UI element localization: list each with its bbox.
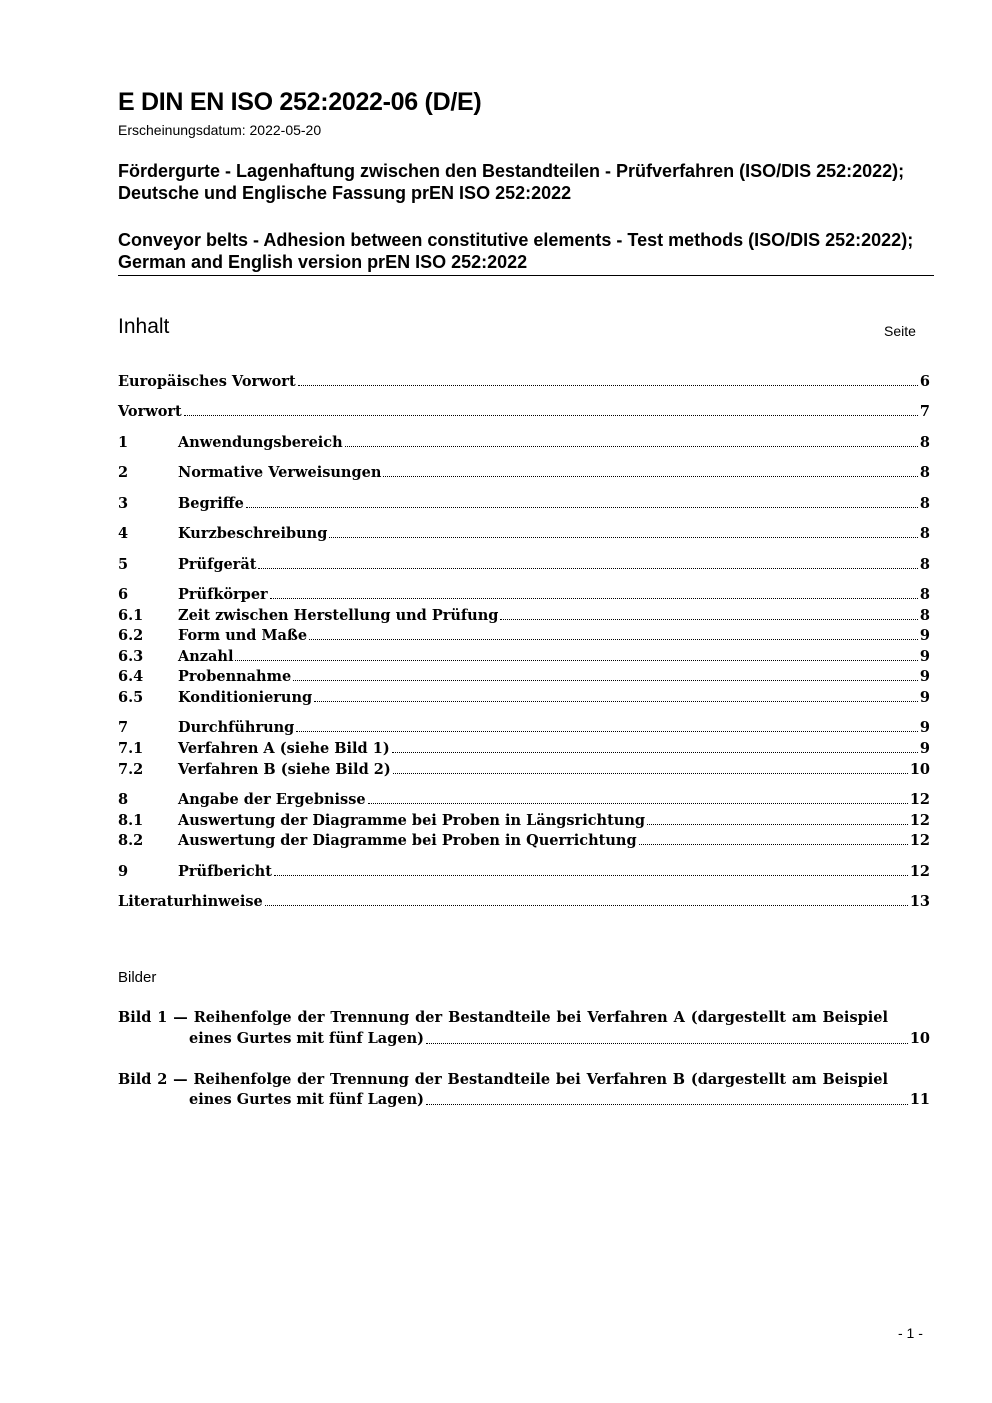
toc-dot-leader	[314, 701, 918, 702]
toc-entry-title: Prüfbericht	[178, 863, 272, 880]
toc-dot-leader	[345, 446, 918, 447]
toc-entry-number: 8.1	[118, 812, 144, 829]
toc-entry[interactable]	[118, 463, 930, 482]
toc-entry-page: 12	[909, 832, 930, 849]
toc-dot-leader	[368, 803, 908, 804]
toc-entry-number: 8.2	[118, 832, 144, 849]
toc-entry-page: 12	[909, 812, 930, 829]
toc-entry-page: 8	[919, 556, 930, 573]
toc-dot-leader	[309, 639, 918, 640]
toc-dot-leader	[265, 905, 908, 906]
toc-entry[interactable]	[118, 831, 930, 850]
toc-dot-leader	[258, 568, 917, 569]
figure-caption-line: Bild 2 — Reihenfolge der Trennung der Bestandteile bei Verfahren B (dargestellt am Beispiel	[118, 1071, 888, 1088]
toc-entry[interactable]	[118, 647, 930, 666]
toc-entry-title: Durchführung	[178, 719, 295, 736]
figure-entry-page: 10	[909, 1030, 930, 1047]
toc-entry-page: 12	[909, 791, 930, 808]
toc-entry-number: 6.4	[118, 668, 144, 685]
toc-entry-title: Zeit zwischen Herstellung und Prüfung	[178, 607, 499, 624]
toc-entry-page: 8	[919, 525, 930, 542]
title-english: Conveyor belts - Adhesion between constitutive elements - Test methods (ISO/DIS 252:2022); German and English version prEN ISO 252:2022	[118, 230, 914, 272]
toc-entry-title: Anzahl	[178, 648, 234, 665]
toc-entry-title: Vorwort	[118, 403, 182, 420]
toc-dot-leader	[184, 415, 918, 416]
publication-date: Erscheinungsdatum: 2022-05-20	[118, 122, 322, 138]
toc-dot-leader	[383, 476, 918, 477]
toc-entry[interactable]	[118, 585, 930, 604]
toc-entry-number: 9	[118, 863, 129, 880]
toc-entry[interactable]	[118, 433, 930, 452]
toc-entry-number: 5	[118, 556, 129, 573]
toc-entry-title: Verfahren A (siehe Bild 1)	[178, 740, 390, 757]
document-code: E DIN EN ISO 252:2022-06 (D/E)	[118, 88, 482, 116]
toc-entry-number: 6.5	[118, 689, 144, 706]
toc-entry-number: 6.3	[118, 648, 144, 665]
toc-entry-title: Literaturhinweise	[118, 893, 263, 910]
toc-entry-page: 6	[919, 373, 930, 390]
toc-entry-page: 8	[919, 607, 930, 624]
toc-dot-leader	[393, 773, 908, 774]
toc-entry[interactable]	[118, 606, 930, 625]
toc-entry-title: Europäisches Vorwort	[118, 373, 296, 390]
toc-dot-leader	[235, 660, 917, 661]
toc-entry-page: 13	[909, 893, 930, 910]
toc-heading: Inhalt	[118, 315, 170, 338]
toc-entry-page: 9	[919, 648, 930, 665]
figure-entry-page: 11	[909, 1091, 930, 1108]
toc-entry-number: 6.1	[118, 607, 144, 624]
toc-entry-page: 9	[919, 719, 930, 736]
header-divider	[118, 275, 934, 276]
toc-dot-leader	[329, 537, 918, 538]
figure-entry-caption[interactable]	[118, 1008, 898, 1028]
figure-caption-line: Bild 1 — Reihenfolge der Trennung der Bestandteile bei Verfahren A (dargestellt am Beispiel	[118, 1009, 888, 1026]
toc-page-column-label: Seite	[884, 323, 916, 339]
toc-entry-page: 9	[919, 668, 930, 685]
toc-entry-page: 9	[919, 689, 930, 706]
toc-entry-title: Auswertung der Diagramme bei Proben in Längsrichtung	[178, 812, 645, 829]
toc-entry[interactable]	[118, 626, 930, 645]
toc-entry-number: 8	[118, 791, 129, 808]
toc-entry-title: Verfahren B (siehe Bild 2)	[178, 761, 391, 778]
toc-dot-leader	[298, 385, 918, 386]
toc-entry-number: 1	[118, 434, 129, 451]
toc-entry-page: 7	[919, 403, 930, 420]
figure-entry-caption[interactable]	[118, 1070, 898, 1090]
toc-entry[interactable]	[118, 760, 930, 779]
toc-entry[interactable]	[118, 718, 930, 737]
toc-entry-number: 6.2	[118, 627, 144, 644]
toc-entry-title: Form und Maße	[178, 627, 308, 644]
toc-entry[interactable]	[118, 811, 930, 830]
toc-entry[interactable]	[118, 862, 930, 881]
toc-dot-leader	[274, 875, 908, 876]
toc-dot-leader	[270, 598, 918, 599]
toc-dot-leader	[639, 844, 908, 845]
figure-caption-line: eines Gurtes mit fünf Lagen)	[189, 1091, 424, 1108]
toc-entry-title: Konditionierung	[178, 689, 313, 706]
toc-entry[interactable]	[118, 372, 930, 391]
toc-dot-leader	[500, 619, 918, 620]
toc-entry-page: 9	[919, 740, 930, 757]
toc-entry-page: 9	[919, 627, 930, 644]
toc-entry-title: Kurzbeschreibung	[178, 525, 328, 542]
toc-entry-number: 6	[118, 586, 129, 603]
figure-dot-leader	[426, 1043, 908, 1044]
figure-entry-continuation[interactable]	[189, 1090, 930, 1110]
toc-entry-title: Anwendungsbereich	[178, 434, 343, 451]
toc-entry-number: 2	[118, 464, 129, 481]
toc-entry[interactable]	[118, 555, 930, 574]
toc-dot-leader	[293, 680, 918, 681]
figure-dot-leader	[426, 1104, 908, 1105]
toc-dot-leader	[246, 507, 918, 508]
toc-entry[interactable]	[118, 667, 930, 686]
toc-entry-number: 7	[118, 719, 129, 736]
toc-entry-page: 8	[919, 464, 930, 481]
toc-entry-title: Auswertung der Diagramme bei Proben in Querrichtung	[178, 832, 637, 849]
toc-entry-page: 8	[919, 495, 930, 512]
toc-entry[interactable]	[118, 524, 930, 543]
figures-heading: Bilder	[118, 969, 157, 986]
toc-dot-leader	[647, 824, 908, 825]
toc-dot-leader	[392, 752, 918, 753]
toc-entry-title: Begriffe	[178, 495, 244, 512]
figure-entry-continuation[interactable]	[189, 1029, 930, 1049]
toc-dot-leader	[296, 731, 918, 732]
toc-entry-number: 3	[118, 495, 129, 512]
toc-entry[interactable]	[118, 494, 930, 513]
toc-entry[interactable]	[118, 688, 930, 707]
toc-entry-number: 4	[118, 525, 129, 542]
toc-entry-title: Probennahme	[178, 668, 292, 685]
figure-caption-line: eines Gurtes mit fünf Lagen)	[189, 1030, 424, 1047]
toc-entry-title: Prüfkörper	[178, 586, 268, 603]
toc-entry-number: 7.2	[118, 761, 144, 778]
toc-entry[interactable]	[118, 739, 930, 758]
toc-entry-page: 10	[909, 761, 930, 778]
toc-entry[interactable]	[118, 790, 930, 809]
toc-entry-page: 8	[919, 434, 930, 451]
toc-entry-title: Prüfgerät	[178, 556, 257, 573]
page-number: - 1 -	[898, 1325, 923, 1341]
title-german: Fördergurte - Lagenhaftung zwischen den Bestandteilen - Prüfverfahren (ISO/DIS 252:2022); Deutsche und Englische Fassung prEN ISO 252:2022	[118, 161, 905, 203]
toc-entry-page: 12	[909, 863, 930, 880]
toc-entry[interactable]	[118, 402, 930, 421]
toc-entry-title: Angabe der Ergebnisse	[178, 791, 366, 808]
toc-entry-number: 7.1	[118, 740, 144, 757]
toc-entry-title: Normative Verweisungen	[178, 464, 382, 481]
toc-entry-page: 8	[919, 586, 930, 603]
toc-entry[interactable]	[118, 892, 930, 911]
